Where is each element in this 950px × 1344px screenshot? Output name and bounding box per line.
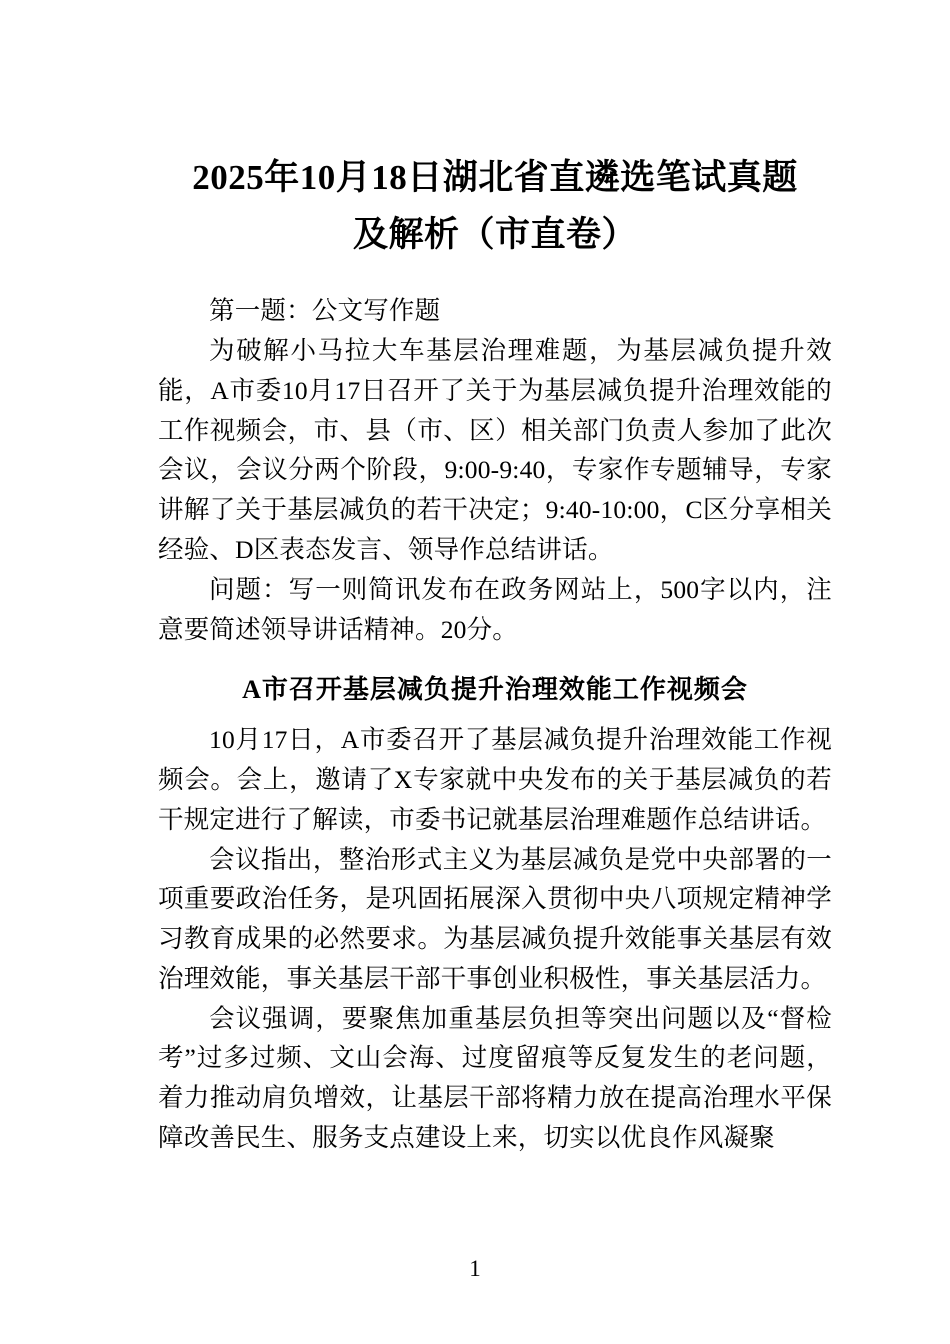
answer-paragraph-1: 10月17日，A市委召开了基层减负提升治理效能工作视频会。会上，邀请了X专家就中央发布的关于基层减负的若干规定进行了解读，市委书记就基层治理难题作总结讲话。 bbox=[158, 725, 832, 834]
question-label: 第一题：公文写作题 bbox=[209, 296, 441, 326]
answer-heading: A市召开基层减负提升治理效能工作视频会 bbox=[242, 675, 748, 705]
title-line-1: 2025年10月18日湖北省直遴选笔试真题 bbox=[192, 158, 798, 197]
title-line-2: 及解析（市直卷） bbox=[352, 214, 637, 254]
question-background: 为破解小马拉大车基层治理难题，为基层减负提升效能，A市委10月17日召开了关于为基层减负提升治理效能的工作视频会，市、县（市、区）相关部门负责人参加了此次会议，会议分两个阶段，9:00-9:40，专家作专题辅导，专家讲解了关于基层减负的若干决定；9:40-10:00，C区分享相关经验、D区表态发言、领导作总结讲话。 bbox=[158, 336, 832, 564]
answer-paragraph-3: 会议强调，要聚焦加重基层负担等突出问题以及“督检考”过多过频、文山会海、过度留痕等反复发生的老问题，着力推动肩负增效，让基层干部将精力放在提高治理水平保障改善民生、服务支点建设上来，切实以优良作风凝聚 bbox=[158, 1003, 832, 1152]
page-title bbox=[158, 150, 832, 263]
question-requirement: 问题：写一则简讯发布在政务网站上，500字以内，注意要简述领导讲话精神。20分。 bbox=[158, 574, 832, 644]
answer-paragraph-2: 会议指出，整治形式主义为基层减负是党中央部署的一项重要政治任务，是巩固拓展深入贯彻中央八项规定精神学习教育成果的必然要求。为基层减负提升效能事关基层有效治理效能，事关基层干部干事创业积极性，事关基层活力。 bbox=[158, 844, 832, 993]
document-body bbox=[158, 291, 832, 1157]
page-number: 1 bbox=[469, 1256, 481, 1281]
